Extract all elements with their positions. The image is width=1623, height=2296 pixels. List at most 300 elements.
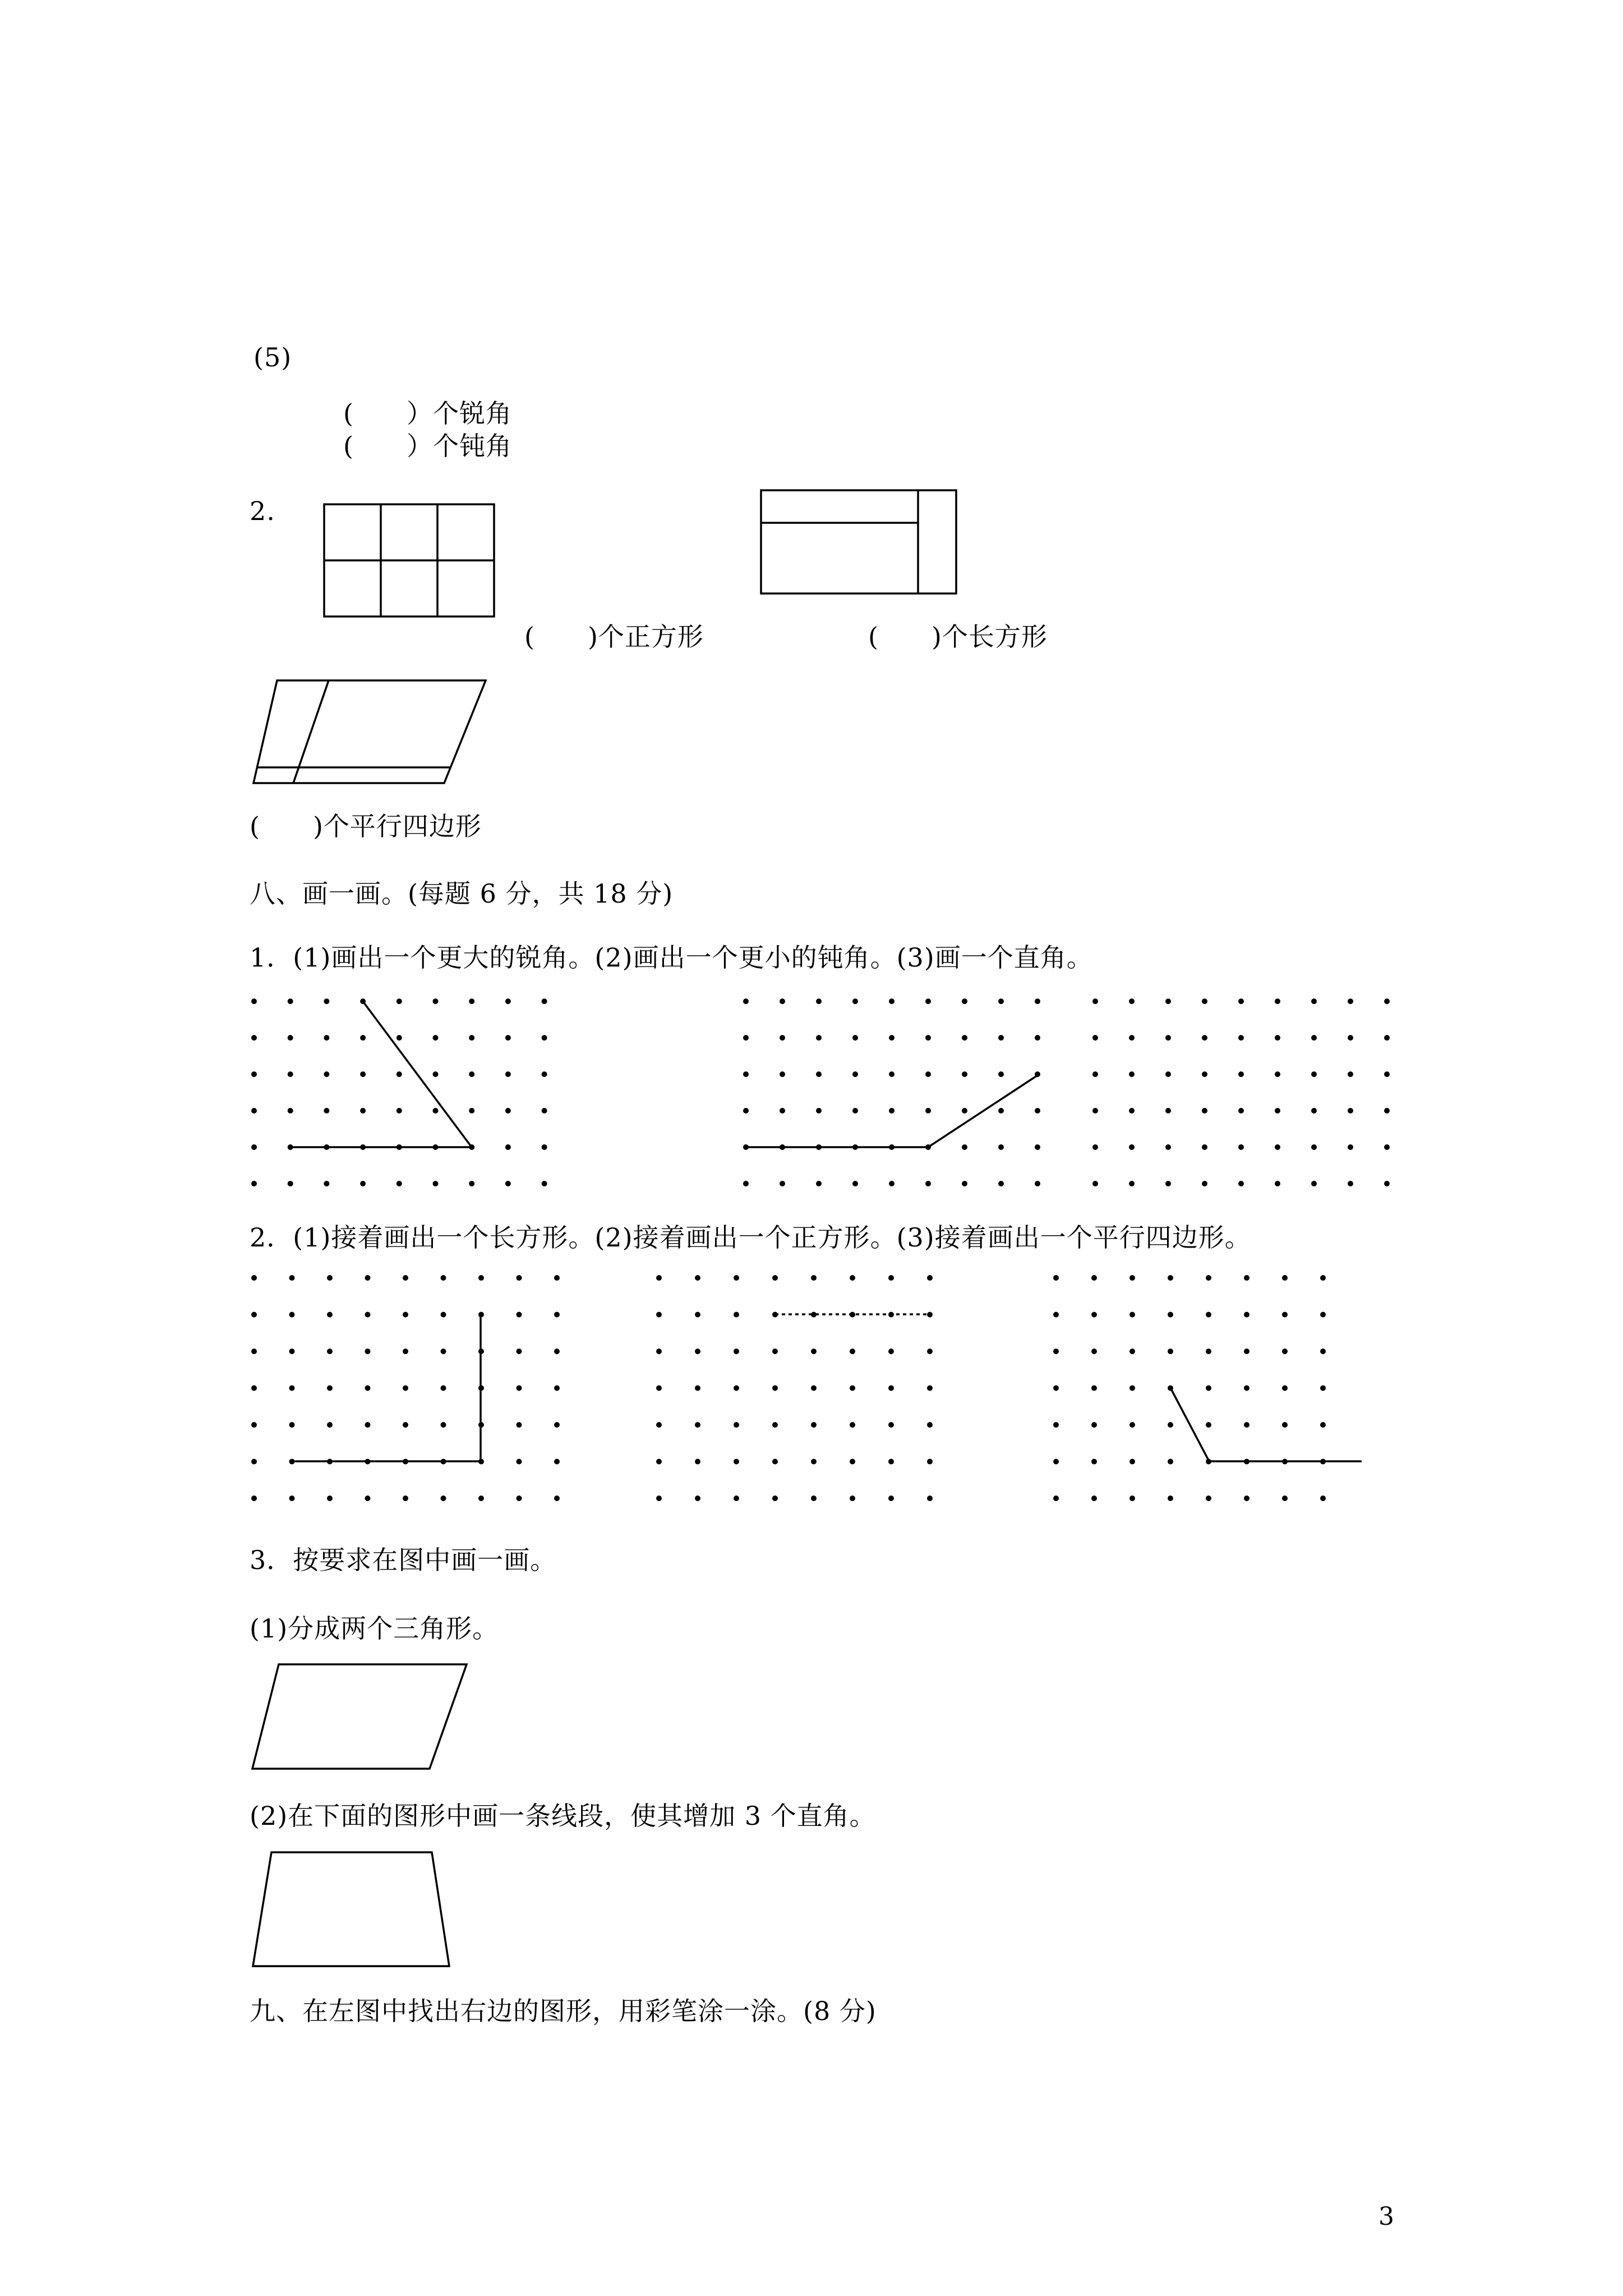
grid-dot [1206, 1275, 1211, 1281]
grid-dot [888, 1386, 894, 1391]
grid-dot [850, 1386, 855, 1391]
grid-dot [998, 1181, 1004, 1186]
grid-dot [1206, 1312, 1211, 1318]
grid-dot [441, 1349, 446, 1354]
grid-dot [850, 1422, 855, 1428]
grid-dot [780, 1108, 785, 1114]
grid-dot [1244, 1349, 1249, 1354]
grid-dot [1168, 1496, 1173, 1501]
section-8-question-3: 3．按要求在图中画一画。 [250, 1545, 557, 1575]
grid-dot [695, 1349, 700, 1354]
obtuse-angle-count-answer[interactable]: ( ）个钝角 [343, 431, 512, 461]
grid-dot [656, 1386, 662, 1391]
grid-dot [1320, 1312, 1326, 1318]
grid-dot [1275, 1108, 1280, 1114]
grid-dot [327, 1312, 333, 1318]
grid-dot [1165, 999, 1171, 1004]
section-8-question-2: 2．(1)接着画出一个长方形。(2)接着画出一个正方形。(3)接着画出一个平行四边形。 [250, 1222, 1251, 1253]
grid-dot [998, 1071, 1004, 1077]
q1-grid-right [1092, 999, 1390, 1186]
grid-dot [1202, 1181, 1207, 1186]
grid-dot [251, 1496, 257, 1501]
grid-dot [1168, 1459, 1173, 1465]
grid-dot [1275, 1071, 1280, 1077]
grid-dot [441, 1312, 446, 1318]
grid-dot [1311, 1071, 1317, 1077]
grid-dot [816, 1181, 822, 1186]
grid-dot [1091, 1386, 1097, 1391]
grid-dot [1348, 1181, 1353, 1186]
grid-dot [251, 1459, 257, 1465]
q2-grid-right [1053, 1275, 1326, 1501]
grid-dot [772, 1386, 778, 1391]
grid-dot [656, 1349, 662, 1354]
grid-dot [1244, 1422, 1249, 1428]
grid-dot [1035, 1035, 1040, 1041]
grid-dot [396, 1181, 402, 1186]
grid-dot [1282, 1275, 1288, 1281]
grid-dot [743, 1108, 749, 1114]
grid-dot [542, 999, 547, 1004]
grid-dot [772, 1422, 778, 1428]
grid-dot [542, 1071, 547, 1077]
grid-dot [734, 1275, 739, 1281]
grid-dot [927, 1422, 933, 1428]
grid-dot [925, 1071, 931, 1077]
grid-dot [251, 1422, 257, 1428]
grid-dot [324, 999, 329, 1004]
grid-dot [850, 1496, 855, 1501]
acute-angle-ray-2 [363, 1001, 472, 1147]
grid-dot [1320, 1422, 1326, 1428]
section-8-question-3-sub-2: (2)在下面的图形中画一条线段，使其增加 3 个直角。 [250, 1801, 876, 1831]
grid-dot [811, 1496, 817, 1501]
grid-dot [962, 1181, 967, 1186]
grid-dot [1238, 1144, 1244, 1150]
grid-dot [1091, 1459, 1097, 1465]
grid-dot [1168, 1349, 1173, 1354]
grid-dot [734, 1312, 739, 1318]
grid-dot [772, 1496, 778, 1501]
grid-dot [1348, 1035, 1353, 1041]
grid-dot [1035, 1108, 1040, 1114]
grid-dot [962, 999, 967, 1004]
grid-dot [441, 1422, 446, 1428]
grid-dot [1384, 1181, 1390, 1186]
grid-dot [554, 1422, 560, 1428]
grid-dot [772, 1459, 778, 1465]
grid-dot [695, 1459, 700, 1465]
grid-dot [288, 999, 293, 1004]
grid-dot [1384, 1108, 1390, 1114]
grid-dot [1238, 1181, 1244, 1186]
grid-dot [1053, 1496, 1059, 1501]
grid-dot [542, 1035, 547, 1041]
grid-dot [1091, 1496, 1097, 1501]
grid-dot [888, 1275, 894, 1281]
grid-dot [1348, 999, 1353, 1004]
grid-dot [1282, 1422, 1288, 1428]
grid-dot [251, 1181, 257, 1186]
grid-dot [469, 1108, 474, 1114]
grid-dot [1165, 1181, 1171, 1186]
grid-dot [289, 1422, 295, 1428]
grid-dot [888, 1422, 894, 1428]
grid-dot [469, 1071, 474, 1077]
grid-dot [1202, 1108, 1207, 1114]
grid-dot [998, 1035, 1004, 1041]
grid-dot [289, 1496, 295, 1501]
grid-dot [1384, 999, 1390, 1004]
grid-dot [1129, 1144, 1135, 1150]
grid-dot [852, 999, 858, 1004]
grid-dot [469, 1181, 474, 1186]
grid-dot [695, 1275, 700, 1281]
grid-dot [1129, 1108, 1135, 1114]
rectangle-count-answer[interactable]: ( )个长方形 [868, 622, 1048, 652]
grid-dot [505, 1108, 511, 1114]
given-segments [291, 1001, 1362, 1461]
grid-dot [656, 1459, 662, 1465]
grid-dot [888, 1459, 894, 1465]
grid-dot [505, 1071, 511, 1077]
grid-dot [251, 999, 257, 1004]
grid-dot [1348, 1144, 1353, 1150]
grid-dot [1282, 1386, 1288, 1391]
grid-dot [1165, 1035, 1171, 1041]
grid-dot [1092, 999, 1098, 1004]
grid-dot [1129, 1459, 1135, 1465]
grid-dot [816, 1035, 822, 1041]
grid-dot [1320, 1386, 1326, 1391]
grid-dot [327, 1422, 333, 1428]
trapezoid-figure [253, 1852, 449, 1966]
grid-dot [505, 1181, 511, 1186]
grid-dot [852, 1071, 858, 1077]
sub-question-5-label: (5) [253, 342, 292, 372]
grid-dot [1244, 1496, 1249, 1501]
grid-dot [433, 1108, 439, 1114]
grid-dot [998, 1144, 1004, 1150]
grid-dot [517, 1422, 522, 1428]
grid-dot [1206, 1496, 1211, 1501]
grid-dot [734, 1386, 739, 1391]
grid-dot [743, 1181, 749, 1186]
grid-dot [517, 1349, 522, 1354]
grid-dot [925, 1181, 931, 1186]
grid-dot [403, 1386, 408, 1391]
grid-dot [816, 1108, 822, 1114]
grid-dot [962, 1035, 967, 1041]
grid-dot [1129, 1386, 1135, 1391]
grid-dot [517, 1459, 522, 1465]
grid-dot [1129, 1349, 1135, 1354]
grid-dot [542, 1181, 547, 1186]
grid-dot [927, 1386, 933, 1391]
acute-angle-count-answer[interactable]: ( ）个锐角 [343, 398, 512, 429]
grid-dot [554, 1312, 560, 1318]
grid-dot [1311, 999, 1317, 1004]
grid-dot [365, 1312, 371, 1318]
grid-dot [289, 1275, 295, 1281]
q2-grid-left [251, 1275, 560, 1501]
grid-dot [1348, 1108, 1353, 1114]
grid-dot [1092, 1071, 1098, 1077]
grid-dot [1129, 1035, 1135, 1041]
grid-dot [780, 1181, 785, 1186]
grid-dot [695, 1496, 700, 1501]
grid-dot [927, 1459, 933, 1465]
grid-dot [1348, 1071, 1353, 1077]
parallelogram-start-side [1170, 1388, 1209, 1461]
grid-dot [251, 1108, 257, 1114]
grid-dot [1311, 1181, 1317, 1186]
q1-grid-left [251, 999, 547, 1186]
grid-dot [1244, 1312, 1249, 1318]
q2-grid-middle [656, 1275, 933, 1501]
grid-dot [1129, 1275, 1135, 1281]
grid-dot [1091, 1349, 1097, 1354]
grid-dot [1053, 1422, 1059, 1428]
grid-dot [289, 1386, 295, 1391]
grid-dot [478, 1496, 484, 1501]
grid-dot [1311, 1108, 1317, 1114]
grid-dot [360, 1181, 366, 1186]
grid-dot [396, 1071, 402, 1077]
grid-dot [365, 1422, 371, 1428]
grid-dot [517, 1275, 522, 1281]
grid-dot [811, 1349, 817, 1354]
grid-dot [1202, 1144, 1207, 1150]
grid-dot [554, 1275, 560, 1281]
grid-dot [888, 1349, 894, 1354]
grid-dot [780, 1035, 785, 1041]
grid-dot [780, 999, 785, 1004]
grid-dot [852, 1035, 858, 1041]
grid-dot [251, 1035, 257, 1041]
page-number: 3 [1378, 2202, 1395, 2231]
grid-dot [1129, 1312, 1135, 1318]
grid-dot [360, 1035, 366, 1041]
grid-dot [365, 1349, 371, 1354]
grid-dot [324, 1108, 329, 1114]
grid-dot [396, 999, 402, 1004]
grid-dot [780, 1071, 785, 1077]
grid-dot [811, 1386, 817, 1391]
grid-dot [1311, 1035, 1317, 1041]
grid-dot [1053, 1349, 1059, 1354]
divided-parallelogram-figure [253, 680, 486, 783]
grid-dot [517, 1496, 522, 1501]
grid-dot [403, 1312, 408, 1318]
grid-dot [251, 1275, 257, 1281]
grid-dot [1053, 1312, 1059, 1318]
square-grid-figure [324, 504, 494, 616]
grid-dot [656, 1275, 662, 1281]
grid-dot [1129, 1496, 1135, 1501]
grid-dot [327, 1496, 333, 1501]
grid-dot [1129, 999, 1135, 1004]
grid-dot [1206, 1386, 1211, 1391]
grid-dot [327, 1275, 333, 1281]
grid-dot [441, 1386, 446, 1391]
grid-dot [1206, 1422, 1211, 1428]
grid-dot [1168, 1422, 1173, 1428]
grid-dot [1320, 1496, 1326, 1501]
grid-dot [403, 1275, 408, 1281]
grid-dot [396, 1035, 402, 1041]
grid-dot [1053, 1386, 1059, 1391]
grid-dot [743, 999, 749, 1004]
grid-dot [1168, 1312, 1173, 1318]
grid-dot [288, 1035, 293, 1041]
section-9-heading: 九、在左图中找出右边的图形，用彩笔涂一涂。(8 分) [250, 1996, 877, 2026]
grid-dot [505, 1144, 511, 1150]
grid-dot [288, 1181, 293, 1186]
grid-dot [554, 1459, 560, 1465]
grid-dot [1238, 1071, 1244, 1077]
parallelogram-to-divide [252, 1664, 467, 1769]
grid-dot [1165, 1144, 1171, 1150]
grid-dot [1275, 1035, 1280, 1041]
grid-dot [962, 1144, 967, 1150]
grid-dot [772, 1275, 778, 1281]
grid-dot [1282, 1496, 1288, 1501]
section-8-question-3-sub-1: (1)分成两个三角形。 [250, 1613, 499, 1644]
grid-dot [1053, 1275, 1059, 1281]
grid-dot [852, 1181, 858, 1186]
grid-dot [1129, 1422, 1135, 1428]
grid-dot [1206, 1349, 1211, 1354]
grid-dot [927, 1275, 933, 1281]
grid-dot [433, 1035, 439, 1041]
grid-dot [852, 1108, 858, 1114]
grid-dot [324, 1035, 329, 1041]
grid-dot [816, 1071, 822, 1077]
grid-dot [889, 1035, 895, 1041]
grid-dot [1275, 1144, 1280, 1150]
grid-dot [1384, 1071, 1390, 1077]
grid-dot [517, 1386, 522, 1391]
parallelogram-count-answer[interactable]: ( )个平行四边形 [250, 811, 482, 841]
grid-dot [1092, 1035, 1098, 1041]
grid-dot [1035, 1181, 1040, 1186]
grid-dot [554, 1386, 560, 1391]
square-count-answer[interactable]: ( )个正方形 [524, 622, 704, 652]
grid-dot [1091, 1275, 1097, 1281]
grid-dot [1091, 1422, 1097, 1428]
grid-dot [1053, 1459, 1059, 1465]
grid-dot [1244, 1386, 1249, 1391]
grid-dot [251, 1071, 257, 1077]
grid-dot [998, 999, 1004, 1004]
obtuse-angle-ray-2 [928, 1074, 1039, 1147]
grid-dot [1202, 1035, 1207, 1041]
grid-dot [1275, 1181, 1280, 1186]
grid-dot [289, 1312, 295, 1318]
grid-dot [811, 1459, 817, 1465]
grid-dot [1238, 1108, 1244, 1114]
dot-grids [251, 999, 1390, 1501]
grid-dot [1165, 1108, 1171, 1114]
section-8-heading: 八、画一画。(每题 6 分，共 18 分) [250, 878, 674, 909]
grid-dot [505, 1035, 511, 1041]
grid-dot [403, 1496, 408, 1501]
grid-dot [365, 1386, 371, 1391]
grid-dot [734, 1459, 739, 1465]
grid-dot [1238, 1035, 1244, 1041]
grid-dot [1202, 999, 1207, 1004]
grid-dot [998, 1108, 1004, 1114]
grid-dot [927, 1496, 933, 1501]
grid-dot [365, 1275, 371, 1281]
grid-dot [554, 1349, 560, 1354]
grid-dot [925, 1035, 931, 1041]
grid-dot [889, 999, 895, 1004]
grid-dot [1282, 1312, 1288, 1318]
grid-dot [850, 1349, 855, 1354]
grid-dot [1384, 1144, 1390, 1150]
grid-dot [889, 1108, 895, 1114]
grid-dot [365, 1496, 371, 1501]
grid-dot [1282, 1349, 1288, 1354]
grid-dot [1092, 1144, 1098, 1150]
grid-dot [469, 999, 474, 1004]
grid-dot [734, 1349, 739, 1354]
q1-grid-middle [743, 999, 1040, 1186]
grid-dot [251, 1349, 257, 1354]
grid-dot [251, 1144, 257, 1150]
grid-dot [288, 1108, 293, 1114]
grid-dot [656, 1496, 662, 1501]
grid-dot [889, 1181, 895, 1186]
grid-dot [743, 1035, 749, 1041]
grid-dot [925, 1108, 931, 1114]
grid-dot [695, 1386, 700, 1391]
grid-dot [403, 1422, 408, 1428]
grid-dot [1384, 1035, 1390, 1041]
grid-dot [251, 1312, 257, 1318]
grid-dot [1092, 1181, 1098, 1186]
grid-dot [1202, 1071, 1207, 1077]
grid-dot [734, 1422, 739, 1428]
grid-dot [324, 1181, 329, 1186]
grid-dot [1311, 1144, 1317, 1150]
divided-rectangle-figure [761, 490, 956, 593]
grid-dot [962, 1071, 967, 1077]
grid-dot [505, 999, 511, 1004]
grid-dot [1129, 1071, 1135, 1077]
grid-dot [288, 1071, 293, 1077]
grid-dot [441, 1496, 446, 1501]
grid-dot [542, 1144, 547, 1150]
grid-dot [360, 1108, 366, 1114]
grid-dot [889, 1071, 895, 1077]
grid-dot [360, 1071, 366, 1077]
grid-dot [811, 1275, 817, 1281]
grid-dot [469, 1035, 474, 1041]
grid-dot [1320, 1275, 1326, 1281]
grid-dot [1320, 1349, 1326, 1354]
grid-dot [656, 1312, 662, 1318]
grid-dot [441, 1275, 446, 1281]
grid-dot [850, 1275, 855, 1281]
grid-dot [1129, 1181, 1135, 1186]
grid-dot [554, 1496, 560, 1501]
grid-dot [811, 1422, 817, 1428]
grid-dot [695, 1422, 700, 1428]
grid-dot [1244, 1275, 1249, 1281]
